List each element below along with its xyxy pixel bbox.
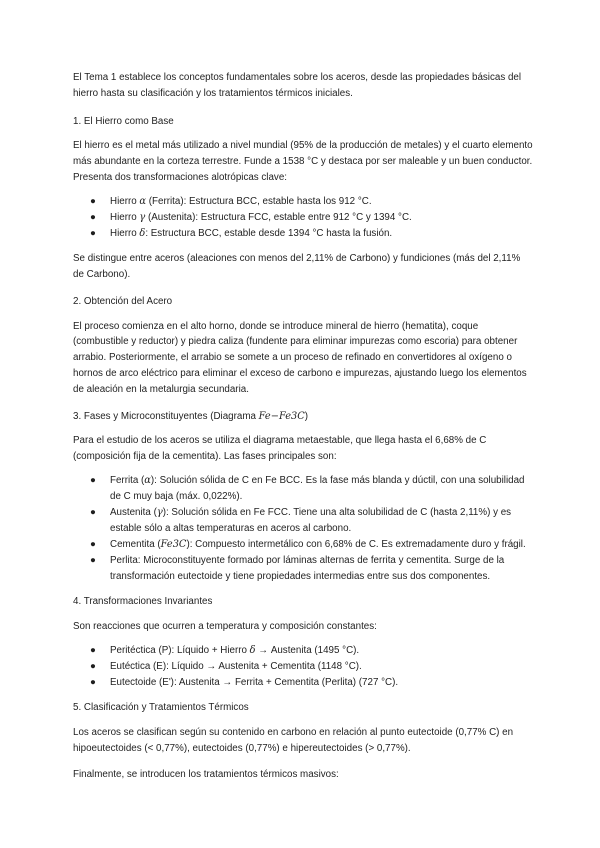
item-text: Hierro xyxy=(110,212,140,224)
section-1-closing: Se distingue entre aceros (aleaciones con menos del 2,11% de Carbono) y fundiciones (más del 2,11% de Carbono). xyxy=(73,253,521,280)
section-3-heading xyxy=(73,409,533,425)
bullet-icon: ● xyxy=(90,507,96,519)
item-text: Austenita ( xyxy=(110,507,157,519)
heading-text: ) xyxy=(304,410,308,422)
bullet-icon: ● xyxy=(90,677,96,689)
list-item xyxy=(73,473,533,505)
list-item xyxy=(73,537,533,553)
bullet-icon: ● xyxy=(90,228,96,240)
item-text: ): Compuesto intermetálico con 6,68% de C. Es extremadamente duro y frágil. xyxy=(186,539,526,551)
formula: Fe3C xyxy=(160,539,187,551)
item-text: Perlita: Microconstituyente formado por láminas alternas de ferrita y cementita. Surge de la transformación eutectoide y tiene propiedades intermedias entre sus dos componentes. xyxy=(110,555,505,583)
list-item xyxy=(73,505,533,537)
section-4-paragraph: Son reacciones que ocurren a temperatura y composición constantes: xyxy=(73,620,377,632)
item-text: (Austenita): Estructura FCC, estable entre 912 °C y 1394 °C. xyxy=(145,212,412,224)
bullet-icon: ● xyxy=(90,555,96,567)
greek-symbol: γ xyxy=(139,212,146,224)
list-item xyxy=(73,659,533,675)
section-2-paragraph: El proceso comienza en el alto horno, donde se introduce mineral de hierro (hematita), coque (combustible y reductor) y piedra caliza (fundente para eliminar impurezas como escoria) para obtener arrabio. Posteriormente, el arrabio se somete a un proceso de refinado en convertidores al oxígeno o hornos de arco eléctrico para eliminar el exceso de carbono e impurezas, ajustando luego los elementos de aleación en la metalurgia secundaria. xyxy=(73,320,527,395)
section-4-list xyxy=(73,643,533,691)
section-5-closing: Finalmente, se introducen los tratamientos térmicos masivos: xyxy=(73,769,339,781)
section-1-paragraph: El hierro es el metal más utilizado a nivel mundial (95% de la producción de metales) y el cuarto elemento más abundante en la corteza terrestre. Funde a 1538 °C y destaca por ser maleable y un buen conductor. Presenta dos transformaciones alotrópicas clave: xyxy=(73,140,533,183)
bullet-icon: ● xyxy=(90,539,96,551)
item-text: Peritéctica (P): Líquido + Hierro xyxy=(110,644,250,656)
item-text: (Ferrita): Estructura BCC, estable hasta los 912 °C. xyxy=(146,195,372,207)
bullet-icon: ● xyxy=(90,195,96,207)
item-text: Ferrita ( xyxy=(110,474,145,486)
item-text: Eutéctica (E): Líquido → Austenita + Cementita (1148 °C). xyxy=(110,660,362,672)
formula: Fe−Fe3C xyxy=(258,410,305,422)
heading-text: 3. Fases y Microconstituyentes (Diagrama xyxy=(73,410,259,422)
bullet-icon: ● xyxy=(90,474,96,486)
item-text: Eutectoide (E'): Austenita → Ferrita + Cementita (Perlita) (727 °C). xyxy=(110,677,399,689)
greek-symbol: δ xyxy=(139,228,146,240)
item-text: ): Solución sólida en Fe FCC. Tiene una alta solubilidad de C (hasta 2,11%) y es estable sólo a altas temperaturas en aceros al carbono. xyxy=(110,507,512,534)
section-1-heading: 1. El Hierro como Base xyxy=(73,115,174,127)
greek-symbol: δ xyxy=(249,644,256,656)
greek-symbol: α xyxy=(139,195,147,207)
greek-symbol: γ xyxy=(156,507,163,519)
item-text: ): Solución sólida de C en Fe BCC. Es la fase más blanda y dúctil, con una solubilidad de C muy baja (máx. 0,022%). xyxy=(110,474,525,502)
item-text: : Estructura BCC, estable desde 1394 °C hasta la fusión. xyxy=(145,228,393,240)
list-item xyxy=(73,194,533,210)
list-item xyxy=(73,210,533,226)
greek-symbol: α xyxy=(144,474,151,486)
document-page xyxy=(73,70,533,794)
intro-paragraph: El Tema 1 establece los conceptos fundamentales sobre los aceros, desde las propiedades básicas del hierro hasta su clasificación y los tratamientos térmicos iniciales. xyxy=(73,72,522,99)
list-item xyxy=(73,226,533,242)
section-5-paragraph: Los aceros se clasifican según su contenido en carbono en relación al punto eutectoide (0,77% C) en hipoeutectoides (< 0,77%), eutectoides (0,77%) e hipereutectoides (> 0,77%). xyxy=(73,726,514,754)
section-5-heading: 5. Clasificación y Tratamientos Térmicos xyxy=(73,702,249,713)
bullet-icon: ● xyxy=(90,660,96,672)
bullet-icon: ● xyxy=(90,212,96,224)
item-text: Hierro xyxy=(110,195,140,207)
bullet-icon: ● xyxy=(90,644,96,656)
section-4-heading: 4. Transformaciones Invariantes xyxy=(73,596,213,608)
item-text: Hierro xyxy=(110,228,140,240)
section-1-list xyxy=(73,194,533,242)
section-3-list xyxy=(73,473,533,585)
list-item xyxy=(73,553,533,585)
item-text: Cementita ( xyxy=(110,539,161,551)
section-3-paragraph: Para el estudio de los aceros se utiliza el diagrama metaestable, que llega hasta el 6,68% de C (composición fija de la cementita). Las fases principales son: xyxy=(73,435,487,463)
section-2-heading: 2. Obtención del Acero xyxy=(73,295,173,307)
list-item xyxy=(73,675,533,691)
item-text: → Austenita (1495 °C). xyxy=(255,644,360,656)
list-item xyxy=(73,643,533,659)
